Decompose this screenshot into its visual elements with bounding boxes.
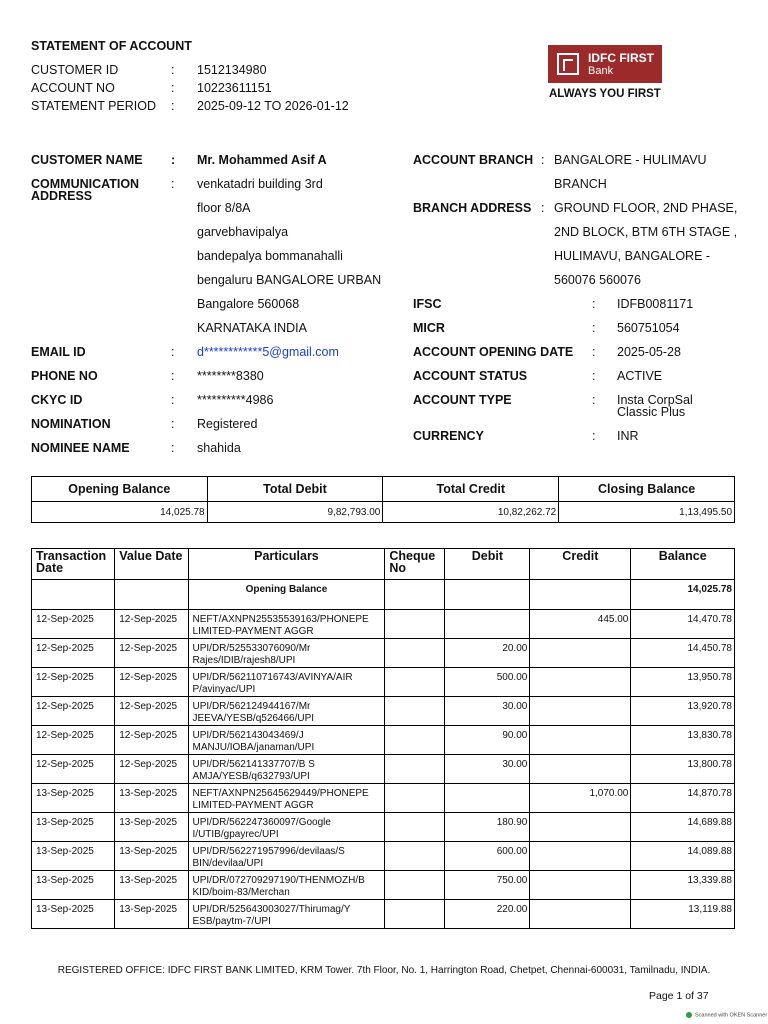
colon: : <box>171 81 175 95</box>
balance-amount: 14,089.88 <box>631 842 735 871</box>
cheque-no <box>385 726 445 755</box>
particulars-line: Rajes/IDIB/rajesh8/UPI <box>192 655 296 666</box>
credit-amount <box>530 755 631 784</box>
value-date: 13-Sep-2025 <box>115 871 188 900</box>
debit-amount: 600.00 <box>445 842 530 871</box>
balance-amount: 13,830.78 <box>631 726 735 755</box>
debit-amount: 220.00 <box>445 900 530 929</box>
col-transaction-date <box>32 549 115 580</box>
debit-amount <box>445 784 530 813</box>
cheque-no <box>385 900 445 929</box>
micr-value: 560751054 <box>617 321 680 335</box>
cheque-no <box>385 871 445 900</box>
summary-header-row <box>32 477 735 502</box>
address-line: KARNATAKA INDIA <box>197 321 307 335</box>
value-date: 12-Sep-2025 <box>115 726 188 755</box>
transaction-date: 12-Sep-2025 <box>32 755 115 784</box>
particulars-line: MANJU/IOBA/janaman/UPI <box>192 742 315 753</box>
account-no-label: ACCOUNT NO <box>31 81 115 95</box>
particulars-line: P/avinyac/UPI <box>192 684 256 695</box>
debit-amount: 30.00 <box>445 755 530 784</box>
debit-amount <box>445 610 530 639</box>
colon: : <box>171 153 176 167</box>
value-date: 12-Sep-2025 <box>115 755 188 784</box>
balance-amount: 13,950.78 <box>631 668 735 697</box>
col-value-date: Value Date <box>115 549 188 580</box>
col-transaction-date-line1: Transaction <box>36 549 107 563</box>
micr-label: MICR <box>413 321 445 335</box>
transaction-row <box>32 842 735 871</box>
transaction-date: 13-Sep-2025 <box>32 871 115 900</box>
cell <box>115 580 188 610</box>
scanner-watermark <box>686 1012 767 1018</box>
debit-amount: 750.00 <box>445 871 530 900</box>
value-date: 12-Sep-2025 <box>115 668 188 697</box>
colon: : <box>592 345 596 359</box>
address-line: venkatadri building 3rd <box>197 177 323 191</box>
balance-amount: 14,870.78 <box>631 784 735 813</box>
statement-period-label: STATEMENT PERIOD <box>31 99 157 113</box>
summary-header: Total Credit <box>383 477 559 502</box>
transaction-date: 13-Sep-2025 <box>32 842 115 871</box>
value-date: 12-Sep-2025 <box>115 697 188 726</box>
bank-logo <box>548 45 662 83</box>
balance-amount: 13,339.88 <box>631 871 735 900</box>
particulars <box>188 900 385 929</box>
cheque-no <box>385 610 445 639</box>
debit-amount: 20.00 <box>445 639 530 668</box>
credit-amount: 445.00 <box>530 610 631 639</box>
particulars-line: UPI/DR/072709297190/THENMOZH/B <box>192 875 365 886</box>
address-line: floor 8/8A <box>197 201 251 215</box>
particulars-line: NEFT/AXNPN25535539163/PHONEPE <box>192 614 369 625</box>
credit-amount <box>530 697 631 726</box>
credit-amount <box>530 726 631 755</box>
nomination-value: Registered <box>197 417 258 431</box>
particulars-line: UPI/DR/562124944167/Mr <box>192 701 311 712</box>
col-cheque <box>385 549 445 580</box>
opening-balance-label: Opening Balance <box>188 580 385 610</box>
colon: : <box>171 99 175 113</box>
credit-amount <box>530 668 631 697</box>
colon: : <box>171 345 175 359</box>
summary-total-debit: 9,82,793.00 <box>207 502 383 523</box>
transaction-date: 13-Sep-2025 <box>32 784 115 813</box>
cell <box>32 580 115 610</box>
value-date: 12-Sep-2025 <box>115 610 188 639</box>
ifsc-label: IFSC <box>413 297 442 311</box>
particulars <box>188 668 385 697</box>
branch-address-label: BRANCH ADDRESS <box>413 201 532 215</box>
colon: : <box>171 369 175 383</box>
balance-amount: 13,119.88 <box>631 900 735 929</box>
particulars <box>188 755 385 784</box>
particulars-line: I/UTIB/gpayrec/UPI <box>192 829 279 840</box>
debit-amount: 30.00 <box>445 697 530 726</box>
nomination-label: NOMINATION <box>31 417 111 431</box>
address-line: bandepalya bommanahalli <box>197 249 343 263</box>
summary-opening-balance: 14,025.78 <box>32 502 208 523</box>
colon: : <box>171 441 175 455</box>
transaction-row <box>32 755 735 784</box>
particulars-line: JEEVA/YESB/q526466/UPI <box>192 713 315 724</box>
customer-id-value: 1512134980 <box>197 63 267 77</box>
page-number: Page 1 of 37 <box>649 990 709 1002</box>
summary-header: Total Debit <box>207 477 383 502</box>
transaction-row <box>32 668 735 697</box>
account-status-label: ACCOUNT STATUS <box>413 369 528 383</box>
summary-value-row <box>32 502 735 523</box>
debit-amount: 500.00 <box>445 668 530 697</box>
bank-logo-line1: IDFC FIRST <box>588 51 654 65</box>
balance-amount: 14,470.78 <box>631 610 735 639</box>
particulars-line: UPI/DR/562271957996/devilaas/S <box>192 846 345 857</box>
cheque-no <box>385 842 445 871</box>
currency-value: INR <box>617 429 639 443</box>
particulars-line: UPI/DR/525643003027/Thirumag/Y <box>192 904 351 915</box>
cheque-no <box>385 755 445 784</box>
colon: : <box>592 369 596 383</box>
particulars-line: LIMITED-PAYMENT AGGR <box>192 626 314 637</box>
email-link[interactable]: d************5@gmail.com <box>197 345 339 359</box>
opening-date-label: ACCOUNT OPENING DATE <box>413 345 574 359</box>
branch-line: BANGALORE - HULIMAVU <box>554 153 707 167</box>
account-no-value: 10223611151 <box>197 81 272 95</box>
credit-amount <box>530 813 631 842</box>
branch-label: ACCOUNT BRANCH <box>413 153 534 167</box>
balance-amount: 14,689.88 <box>631 813 735 842</box>
cell <box>445 580 530 610</box>
transaction-row <box>32 900 735 929</box>
branch-address-line: 560076 560076 <box>554 273 641 287</box>
opening-date-value: 2025-05-28 <box>617 345 681 359</box>
cheque-no <box>385 697 445 726</box>
address-line: Bangalore 560068 <box>197 297 300 311</box>
transaction-date: 12-Sep-2025 <box>32 668 115 697</box>
ifsc-value: IDFB0081171 <box>617 297 694 311</box>
col-transaction-date-line2: Date <box>36 561 64 575</box>
colon: : <box>592 321 596 335</box>
address-label-2: ADDRESS <box>31 189 93 203</box>
col-balance: Balance <box>631 549 735 580</box>
ckyc-label: CKYC ID <box>31 393 83 407</box>
nominee-label: NOMINEE NAME <box>31 441 130 455</box>
branch-address-line: 2ND BLOCK, BTM 6TH STAGE , <box>554 225 738 239</box>
particulars-line: AMJA/YESB/q632793/UPI <box>192 771 310 782</box>
transactions-table <box>31 548 735 929</box>
scanner-text: Scanned with OKEN Scanner <box>695 1012 768 1019</box>
col-cheque-line1: Cheque <box>389 549 436 563</box>
transaction-date: 13-Sep-2025 <box>32 900 115 929</box>
registered-office: REGISTERED OFFICE: IDFC FIRST BANK LIMITED, KRM Tower. 7th Floor, No. 1, Harrington Road, Chetpet, Chennai-600031, Tamilnadu, INDIA. <box>57 965 711 976</box>
transaction-row <box>32 784 735 813</box>
transaction-row <box>32 639 735 668</box>
credit-amount <box>530 639 631 668</box>
particulars-line: UPI/DR/562247360097/Google <box>192 817 331 828</box>
bank-logo-line2: Bank <box>588 65 614 77</box>
particulars-line: UPI/DR/562110716743/AVINYA/AIR <box>192 672 353 683</box>
transactions-header-row <box>32 549 735 580</box>
colon: : <box>592 429 596 443</box>
value-date: 13-Sep-2025 <box>115 813 188 842</box>
bank-logo-icon <box>557 53 579 75</box>
colon: : <box>171 63 175 77</box>
transaction-row <box>32 610 735 639</box>
balance-amount: 13,800.78 <box>631 755 735 784</box>
particulars-line: UPI/DR/525533076090/Mr <box>192 643 311 654</box>
bank-tagline: ALWAYS YOU FIRST <box>549 88 661 100</box>
summary-header: Closing Balance <box>559 477 735 502</box>
transaction-date: 12-Sep-2025 <box>32 726 115 755</box>
address-line: garvebhavipalya <box>197 225 289 239</box>
cheque-no <box>385 784 445 813</box>
colon: : <box>171 393 175 407</box>
cheque-no <box>385 813 445 842</box>
ckyc-value: **********4986 <box>197 393 274 407</box>
statement-title: STATEMENT OF ACCOUNT <box>31 39 192 53</box>
opening-balance-value: 14,025.78 <box>631 580 735 610</box>
currency-label: CURRENCY <box>413 429 484 443</box>
value-date: 13-Sep-2025 <box>115 842 188 871</box>
colon: : <box>592 297 596 311</box>
phone-value: ********8380 <box>197 369 264 383</box>
particulars-line: UPI/DR/562141337707/B S <box>192 759 315 770</box>
branch-address-line: GROUND FLOOR, 2ND PHASE, <box>554 201 738 215</box>
colon: : <box>171 417 175 431</box>
particulars-line: BIN/devilaa/UPI <box>192 858 264 869</box>
email-label: EMAIL ID <box>31 345 86 359</box>
scanner-logo-icon <box>686 1012 692 1018</box>
credit-amount <box>530 842 631 871</box>
phone-label: PHONE NO <box>31 369 98 383</box>
colon: : <box>541 153 545 167</box>
col-debit: Debit <box>445 549 530 580</box>
statement-period-value: 2025-09-12 TO 2026-01-12 <box>197 99 349 113</box>
customer-id-label: CUSTOMER ID <box>31 63 119 77</box>
credit-amount: 1,070.00 <box>530 784 631 813</box>
balance-amount: 13,920.78 <box>631 697 735 726</box>
col-credit: Credit <box>530 549 631 580</box>
transaction-row <box>32 726 735 755</box>
value-date: 13-Sep-2025 <box>115 784 188 813</box>
particulars-line: KID/boim-83/Merchan <box>192 887 290 898</box>
transaction-date: 12-Sep-2025 <box>32 697 115 726</box>
credit-amount <box>530 900 631 929</box>
balance-amount: 14,450.78 <box>631 639 735 668</box>
nominee-value: shahida <box>197 441 241 455</box>
col-particulars: Particulars <box>188 549 385 580</box>
debit-amount: 90.00 <box>445 726 530 755</box>
value-date: 12-Sep-2025 <box>115 639 188 668</box>
credit-amount <box>530 871 631 900</box>
particulars-line: UPI/DR/562143043469/J <box>192 730 304 741</box>
colon: : <box>171 177 175 191</box>
account-type-line: Classic Plus <box>617 405 686 419</box>
account-status-value: ACTIVE <box>617 369 663 383</box>
account-type-label: ACCOUNT TYPE <box>413 393 512 407</box>
particulars-line: ESB/paytm-7/UPI <box>192 916 271 927</box>
branch-address-line: HULIMAVU, BANGALORE - <box>554 249 711 263</box>
address-line: bengaluru BANGALORE URBAN <box>197 273 382 287</box>
customer-name-label: CUSTOMER NAME <box>31 153 143 167</box>
particulars-line: LIMITED-PAYMENT AGGR <box>192 800 314 811</box>
opening-balance-row <box>32 580 735 610</box>
transaction-row <box>32 697 735 726</box>
cheque-no <box>385 668 445 697</box>
particulars <box>188 726 385 755</box>
cheque-no <box>385 639 445 668</box>
summary-total-credit: 10,82,262.72 <box>383 502 559 523</box>
transaction-date: 12-Sep-2025 <box>32 639 115 668</box>
particulars <box>188 842 385 871</box>
transaction-date: 13-Sep-2025 <box>32 813 115 842</box>
particulars <box>188 639 385 668</box>
customer-name-value: Mr. Mohammed Asif A <box>197 153 327 167</box>
transaction-date: 12-Sep-2025 <box>32 610 115 639</box>
debit-amount: 180.90 <box>445 813 530 842</box>
particulars <box>188 784 385 813</box>
colon: : <box>541 201 545 215</box>
summary-header: Opening Balance <box>32 477 208 502</box>
col-cheque-line2: No <box>389 561 407 575</box>
summary-closing-balance: 1,13,495.50 <box>559 502 735 523</box>
account-type-line: Insta CorpSal <box>617 393 693 407</box>
summary-table <box>31 476 735 523</box>
transaction-row <box>32 813 735 842</box>
particulars <box>188 871 385 900</box>
cell <box>385 580 445 610</box>
transaction-row <box>32 871 735 900</box>
particulars <box>188 610 385 639</box>
value-date: 13-Sep-2025 <box>115 900 188 929</box>
particulars <box>188 697 385 726</box>
cell <box>530 580 631 610</box>
particulars-line: NEFT/AXNPN25645629449/PHONEPE <box>192 788 369 799</box>
particulars <box>188 813 385 842</box>
address-label-1: COMMUNICATION <box>31 177 140 191</box>
branch-line: BRANCH <box>554 177 607 191</box>
colon: : <box>592 393 596 407</box>
